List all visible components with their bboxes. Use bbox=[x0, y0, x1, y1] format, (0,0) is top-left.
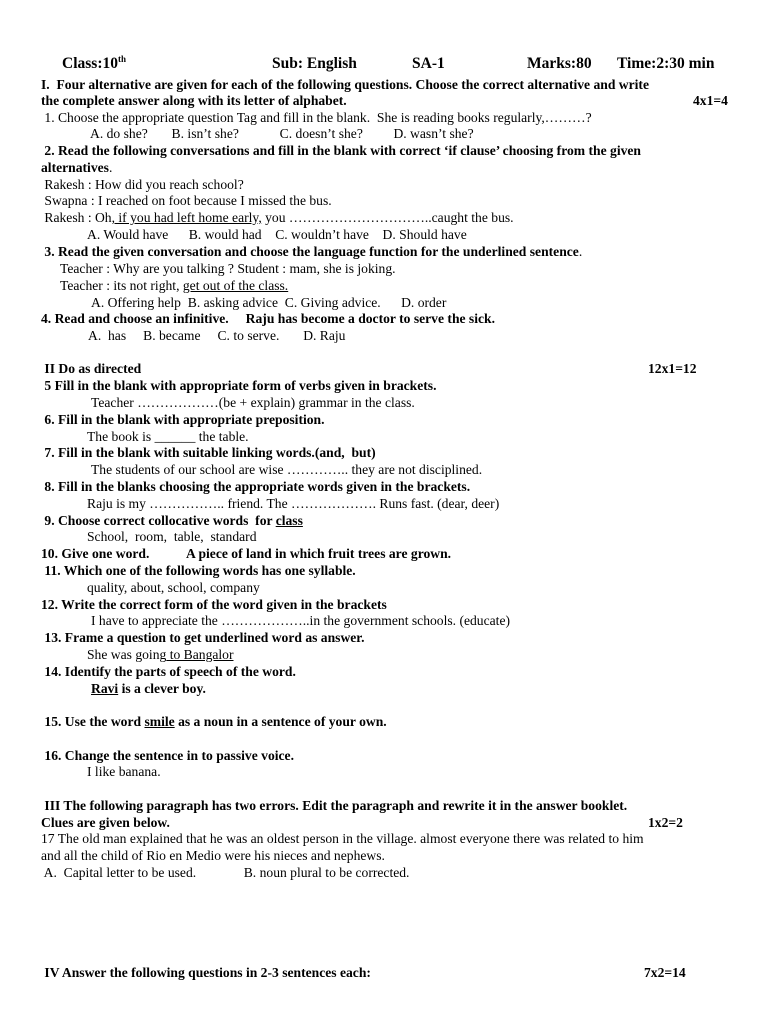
question-3-options: A. Offering help B. asking advice C. Giving advice. D. order bbox=[91, 295, 447, 310]
section1-marks: 4x1=4 bbox=[693, 93, 728, 108]
question-11-sub: quality, about, school, company bbox=[87, 580, 260, 595]
time-label: Time:2:30 min bbox=[617, 55, 715, 72]
question-7: 7. Fill in the blank with suitable linking words.(and, but) bbox=[41, 445, 376, 460]
subject-label: Sub: English bbox=[272, 55, 357, 72]
section3-instruction-line1: III The following paragraph has two errors. Edit the paragraph and rewrite it in the answer booklet. bbox=[41, 798, 628, 813]
question-17-line2: and all the child of Rio en Medio were his nieces and nephews. bbox=[41, 848, 385, 863]
dialogue-rakesh-1: Rakesh : How did you reach school? bbox=[41, 177, 244, 192]
question-1-options: A. do she? B. isn’t she? C. doesn’t she? D. wasn’t she? bbox=[90, 126, 474, 141]
section2-marks: 12x1=12 bbox=[648, 361, 697, 376]
question-2-options: A. Would have B. would had C. wouldn’t have D. Should have bbox=[87, 227, 467, 242]
exam-label: SA-1 bbox=[412, 55, 445, 72]
question-12: 12. Write the correct form of the word given in the brackets bbox=[41, 597, 387, 612]
question-6-sub: The book is ______ the table. bbox=[87, 429, 249, 444]
question-14-sub: Ravi is a clever boy. bbox=[91, 681, 206, 696]
question-7-sub: The students of our school are wise ………….. they are not disciplined. bbox=[91, 462, 483, 477]
question-6: 6. Fill in the blank with appropriate preposition. bbox=[41, 412, 325, 427]
question-2-line1: 2. Read the following conversations and fill in the blank with correct ‘if clause’ choosing from the given bbox=[41, 143, 641, 158]
question-12-sub: I have to appreciate the ………………..in the government schools. (educate) bbox=[91, 613, 511, 628]
section3-marks: 1x2=2 bbox=[648, 815, 683, 830]
dialogue-rakesh-2: Rakesh : Oh, if you had left home early, you …………………………..caught the bus. bbox=[41, 210, 514, 225]
question-9-sub: School, room, table, standard bbox=[87, 529, 257, 544]
question-3-dialogue-1: Teacher : Why are you talking ? Student : mam, she is joking. bbox=[60, 261, 396, 276]
question-2-line2: alternatives. bbox=[41, 160, 113, 175]
section2-title: II Do as directed bbox=[41, 361, 142, 376]
question-1: 1. Choose the appropriate question Tag and fill in the blank. She is reading books regularly,………? bbox=[41, 110, 592, 125]
question-4: 4. Read and choose an infinitive. Raju has become a doctor to serve the sick. bbox=[41, 311, 495, 326]
question-16-sub: I like banana. bbox=[87, 764, 161, 779]
question-13-sub: She was going to Bangalor bbox=[87, 647, 234, 662]
question-4-options: A. has B. became C. to serve. D. Raju bbox=[88, 328, 346, 343]
question-11: 11. Which one of the following words has one syllable. bbox=[41, 563, 356, 578]
section4-title: IV Answer the following questions in 2-3 sentences each: bbox=[41, 965, 371, 980]
question-3-dialogue-2: Teacher : its not right, get out of the class. bbox=[60, 278, 289, 293]
question-8: 8. Fill in the blanks choosing the appropriate words given in the brackets. bbox=[41, 479, 471, 494]
question-8-sub: Raju is my …………….. friend. The ………………. Runs fast. (dear, deer) bbox=[87, 496, 500, 511]
dialogue-swapna: Swapna : I reached on foot because I missed the bus. bbox=[41, 193, 332, 208]
question-14: 14. Identify the parts of speech of the word. bbox=[41, 664, 296, 679]
question-16: 16. Change the sentence in to passive voice. bbox=[41, 748, 294, 763]
section1-instruction-line2: the complete answer along with its letter of alphabet. bbox=[41, 93, 347, 108]
question-9: 9. Choose correct collocative words for class bbox=[41, 513, 303, 528]
question-3: 3. Read the given conversation and choose the language function for the underlined sentence. bbox=[41, 244, 583, 259]
section3-instruction-line2: Clues are given below. bbox=[41, 815, 170, 830]
class-label: Class:10th bbox=[62, 54, 126, 72]
section1-instruction-line1: I. Four alternative are given for each of the following questions. Choose the correct alternative and write bbox=[41, 77, 649, 92]
question-13: 13. Frame a question to get underlined word as answer. bbox=[41, 630, 365, 645]
marks-label: Marks:80 bbox=[527, 55, 592, 72]
question-10: 10. Give one word. A piece of land in which fruit trees are grown. bbox=[41, 546, 452, 561]
question-15: 15. Use the word smile as a noun in a sentence of your own. bbox=[41, 714, 387, 729]
question-5: 5 Fill in the blank with appropriate form of verbs given in brackets. bbox=[41, 378, 437, 393]
section4-marks: 7x2=14 bbox=[644, 965, 686, 980]
question-5-sub: Teacher ………………(be + explain) grammar in the class. bbox=[91, 395, 415, 410]
question-17-clues: A. Capital letter to be used. B. noun plural to be corrected. bbox=[41, 865, 410, 880]
question-17-line1: 17 The old man explained that he was an oldest person in the village. almost everyone there was related to him bbox=[41, 831, 644, 846]
